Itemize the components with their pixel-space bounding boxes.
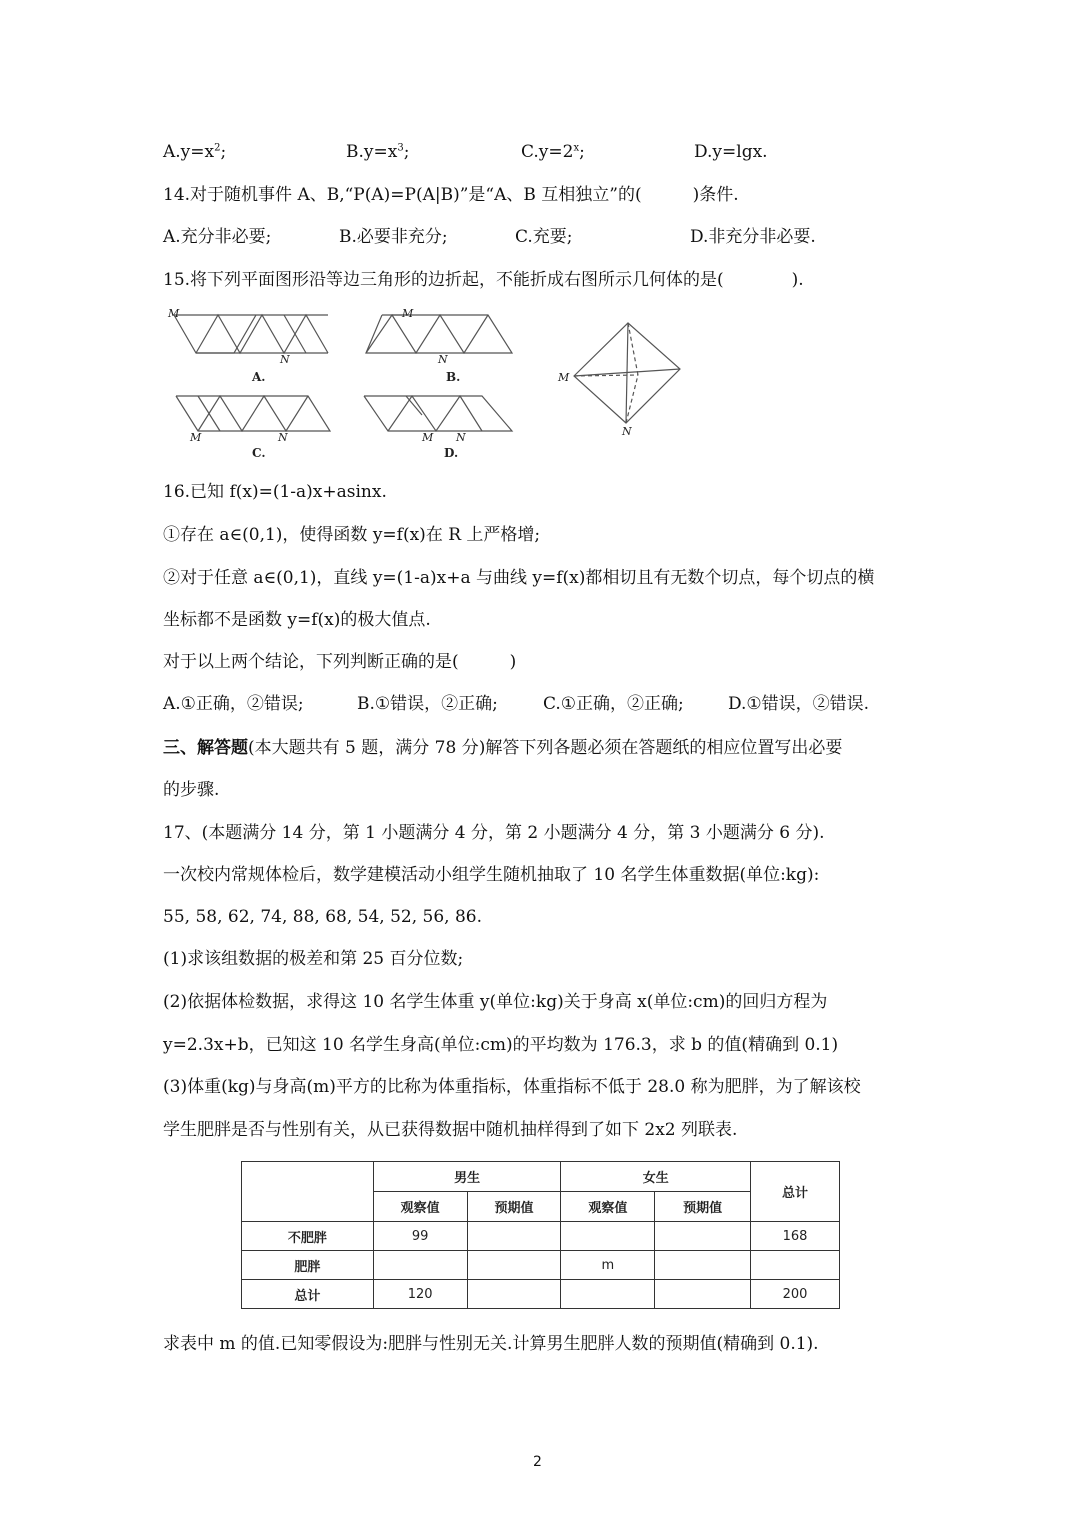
q13-option-b: $B.y=x^3$;: [346, 142, 410, 162]
cell-male-expected: [467, 1222, 561, 1251]
header-male-observed: 观察值: [373, 1192, 467, 1222]
net-a-label-m: M: [168, 307, 180, 320]
net-d-label-m: M: [422, 431, 434, 444]
caption-a: A.: [252, 370, 266, 384]
cell-male-observed: 120: [373, 1280, 467, 1309]
row-label: 不肥胖: [242, 1222, 374, 1251]
cell-female-observed: [561, 1280, 655, 1309]
q16-stem: 16.已知 f(x)=(1-a)x+asinx.: [163, 482, 387, 502]
caption-b: B.: [446, 370, 461, 384]
cell-female-expected: [655, 1280, 751, 1309]
net-d: [364, 396, 512, 431]
q15-stem: 15.将下列平面图形沿等边三角形的边折起，不能折成右图所示几何体的是( ).: [163, 270, 804, 290]
net-a-label-n: N: [280, 353, 290, 366]
net-a: [174, 315, 328, 353]
q17-part3b: 学生肥胖是否与性别有关，从已获得数据中随机抽样得到了如下 2x2 列联表.: [163, 1120, 738, 1140]
q13-option-d: D.y=lgx.: [694, 142, 768, 162]
header-female-expected: 预期值: [655, 1192, 751, 1222]
net-b-label-n: N: [438, 353, 448, 366]
cell-male-expected: [467, 1251, 561, 1280]
table-row: [242, 1251, 840, 1280]
header-female-observed: 观察值: [561, 1192, 655, 1222]
q16-statement-2a: ②对于任意 a∈(0,1)，直线 y=(1-a)x+a 与曲线 y=f(x)都相切且有无数个切点，每个切点的横: [163, 568, 875, 588]
page-number: 2: [533, 1454, 542, 1470]
q17-part2b: y=2.3x+b，已知这 10 名学生身高(单位:cm)的平均数为 176.3，求 b 的值(精确到 0.1): [163, 1035, 839, 1055]
net-d-label-n: N: [456, 431, 466, 444]
q17-final: 求表中 m 的值.已知零假设为:肥胖与性别无关.计算男生肥胖人数的预期值(精确到 0.1).: [163, 1334, 819, 1354]
q14-option-a: A.充分非必要;: [163, 227, 272, 247]
q16-statement-1: ①存在 a∈(0,1)，使得函数 y=f(x)在 R 上严格增;: [163, 525, 541, 545]
q16-option-d: D.①错误，②错误.: [728, 694, 870, 714]
net-c: [176, 396, 330, 431]
section3-desc: (本大题共有 5 题，满分 78 分)解答下列各题必须在答题纸的相应位置写出必要: [248, 738, 843, 758]
q17-data: 55, 58, 62, 74, 88, 68, 54, 52, 56, 86.: [163, 907, 482, 927]
cell-total: 200: [751, 1280, 840, 1309]
section3-heading: [163, 737, 842, 759]
header-male-expected: 预期值: [467, 1192, 561, 1222]
q16-option-b: B.①错误，②正确;: [357, 694, 498, 714]
octahedron-label-m: M: [558, 371, 570, 384]
q13-option-a: $A.y=x^2$;: [163, 142, 227, 162]
q16-option-a: A.①正确，②错误;: [163, 694, 304, 714]
cell-male-observed: [373, 1251, 467, 1280]
header-total: 总计: [751, 1162, 840, 1222]
q16-ask: 对于以上两个结论，下列判断正确的是( ): [163, 652, 517, 672]
cell-female-observed: [561, 1222, 655, 1251]
q16-statement-2b: 坐标都不是函数 y=f(x)的极大值点.: [163, 610, 431, 630]
table-row: [242, 1280, 840, 1309]
cell-total: [751, 1251, 840, 1280]
cell-male-observed: 99: [373, 1222, 467, 1251]
caption-d: D.: [444, 446, 459, 460]
cell-total: 168: [751, 1222, 840, 1251]
header-empty: [242, 1162, 374, 1222]
table-row: [242, 1222, 840, 1251]
net-c-label-n: N: [278, 431, 288, 444]
header-male: 男生: [373, 1162, 561, 1192]
q16-option-c: C.①正确，②正确;: [543, 694, 684, 714]
q13-option-c: $C.y=2^x$;: [521, 142, 585, 162]
cell-female-observed: m: [561, 1251, 655, 1280]
q14-option-c: C.充要;: [515, 227, 573, 247]
octahedron-label-n: N: [622, 425, 632, 438]
row-label: 总计: [242, 1280, 374, 1309]
caption-c: C.: [252, 446, 266, 460]
q17-part1: (1)求该组数据的极差和第 25 百分位数;: [163, 949, 464, 969]
cell-female-expected: [655, 1251, 751, 1280]
q14-option-b: B.必要非充分;: [339, 227, 448, 247]
octahedron: [574, 323, 680, 423]
q17-header: 17、(本题满分 14 分，第 1 小题满分 4 分，第 2 小题满分 4 分，第 3 小题满分 6 分).: [163, 823, 825, 843]
q17-part3a: (3)体重(kg)与身高(m)平方的比称为体重指标，体重指标不低于 28.0 称为肥胖，为了解该校: [163, 1077, 861, 1097]
q14-option-d: D.非充分非必要.: [690, 227, 816, 247]
contingency-table: [241, 1161, 840, 1309]
row-label: 肥胖: [242, 1251, 374, 1280]
section3-desc2: 的步骤.: [163, 780, 220, 800]
section3-title: 三、解答题: [163, 738, 248, 758]
cell-male-expected: [467, 1280, 561, 1309]
q14-stem: 14.对于随机事件 A、B,“P(A)=P(A|B)”是“A、B 互相独立”的( )条件.: [163, 185, 739, 205]
q15-figure: [160, 303, 700, 465]
net-b-label-m: M: [402, 307, 414, 320]
cell-female-expected: [655, 1222, 751, 1251]
net-c-label-m: M: [190, 431, 202, 444]
q17-intro: 一次校内常规体检后，数学建模活动小组学生随机抽取了 10 名学生体重数据(单位:kg):: [163, 865, 820, 885]
header-female: 女生: [561, 1162, 751, 1192]
q17-part2a: (2)依据体检数据，求得这 10 名学生体重 y(单位:kg)关于身高 x(单位:cm)的回归方程为: [163, 992, 828, 1012]
net-b: [366, 315, 512, 353]
